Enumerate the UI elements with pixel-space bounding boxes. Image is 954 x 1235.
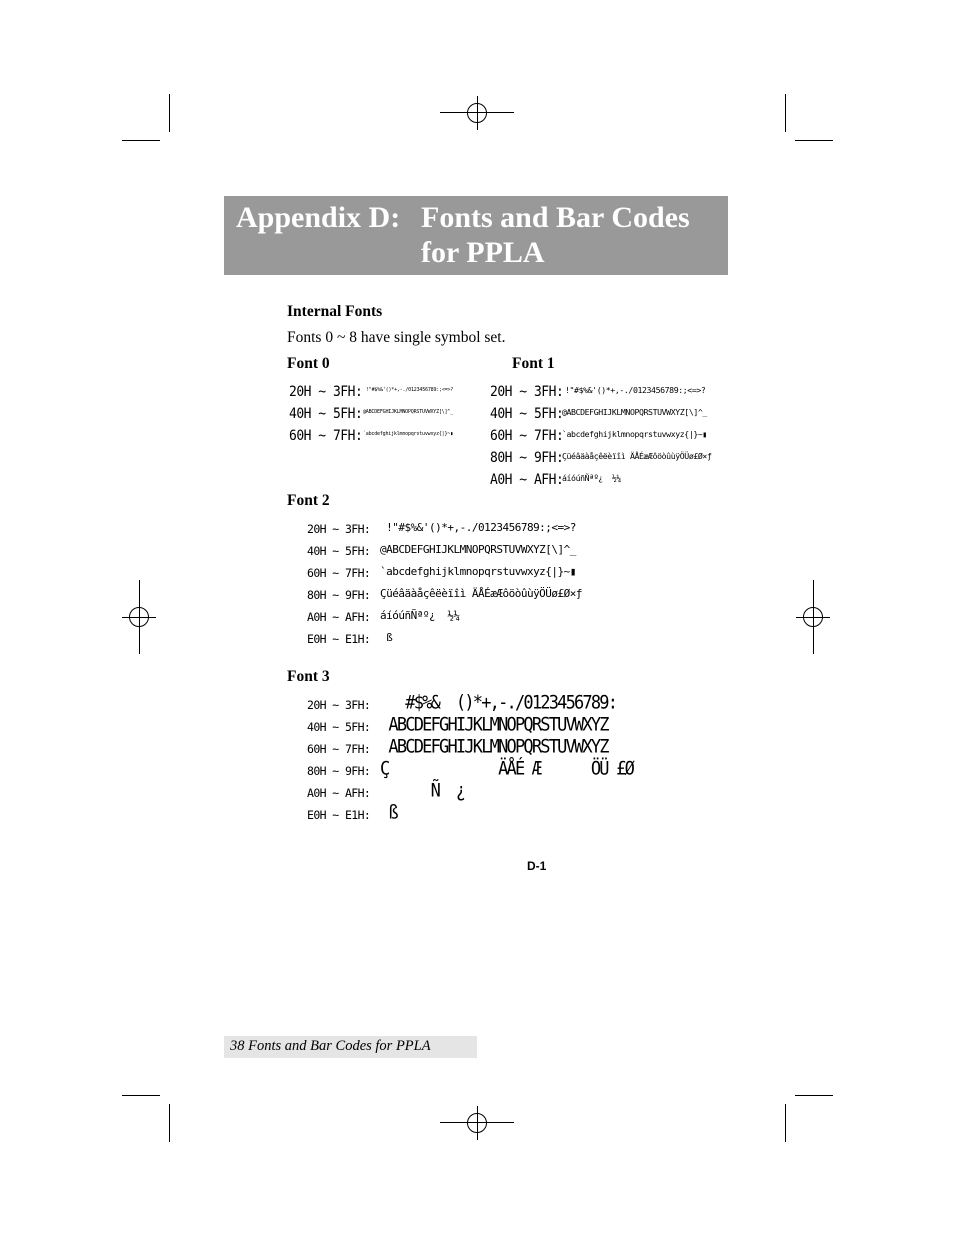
crop-mark xyxy=(795,140,833,141)
font1-range: 40H ~ 5FH: xyxy=(490,406,564,423)
registration-line xyxy=(477,1106,478,1140)
font0-heading: Font 0 xyxy=(287,355,330,372)
font1-range: A0H ~ AFH: xyxy=(490,472,564,489)
font3-sample: ABCDEFGHIJKLMNOPQRSTUVWXYZ xyxy=(380,714,608,736)
appendix-title-line2: for PPLA xyxy=(421,236,545,269)
font2-range: 60H ~ 7FH: xyxy=(307,566,371,580)
font2-sample: áíóúñÑªº¿ ½¼ xyxy=(380,609,460,622)
font1-sample: áíóúñÑªº¿ ½¼ xyxy=(562,473,621,483)
font0-range: 20H ~ 3FH: xyxy=(289,384,363,401)
font2-range: A0H ~ AFH: xyxy=(307,610,371,624)
appendix-label: Appendix D: xyxy=(236,201,401,234)
font3-range: 40H ~ 5FH: xyxy=(307,720,371,734)
font1-range: 60H ~ 7FH: xyxy=(490,428,564,445)
registration-line xyxy=(796,617,830,618)
font2-range: 20H ~ 3FH: xyxy=(307,522,371,536)
font0-range: 60H ~ 7FH: xyxy=(289,428,363,445)
font0-sample: !"#$%&'()*+,-./0123456789:;<=>? xyxy=(366,387,454,393)
font2-sample: @ABCDEFGHIJKLMNOPQRSTUVWXYZ[\]^_ xyxy=(380,543,576,556)
font2-range: 80H ~ 9FH: xyxy=(307,588,371,602)
font2-sample: `abcdefghijklmnopqrstuvwxyz{|}~▮ xyxy=(380,565,576,578)
font1-sample: @ABCDEFGHIJKLMNOPQRSTUVWXYZ[\]^_ xyxy=(562,407,707,417)
font2-range: 40H ~ 5FH: xyxy=(307,544,371,558)
page-number: D-1 xyxy=(527,859,547,873)
font2-heading: Font 2 xyxy=(287,492,330,509)
font2-sample: Çüéâäàåçêëèïîì ÄÅÉæÆôöòûùÿÖÜø£Ø×ƒ xyxy=(380,587,583,600)
font1-sample: !"#$%&'()*+,-./0123456789:;<=>? xyxy=(565,385,706,395)
font3-heading: Font 3 xyxy=(287,668,330,685)
font0-sample: `abcdefghijklmnopqrstuvwxyz{|}~▮ xyxy=(363,431,453,437)
footer-text: 38 Fonts and Bar Codes for PPLA xyxy=(230,1038,431,1054)
font3-range: 80H ~ 9FH: xyxy=(307,764,371,778)
font3-range: 60H ~ 7FH: xyxy=(307,742,371,756)
registration-line xyxy=(477,96,478,130)
font3-sample: Ç ÄÅÉ Æ ÖÜ £Ø xyxy=(380,758,634,780)
crop-mark xyxy=(169,1104,170,1142)
font2-sample: !"#$%&'()*+,-./0123456789:;<=>? xyxy=(380,521,576,534)
font2-range: E0H ~ E1H: xyxy=(307,632,371,646)
font3-range: E0H ~ E1H: xyxy=(307,808,371,822)
crop-mark xyxy=(169,94,170,132)
font3-range: 20H ~ 3FH: xyxy=(307,698,371,712)
font1-sample: `abcdefghijklmnopqrstuvwxyz{|}~▮ xyxy=(562,429,707,439)
footer-bar xyxy=(224,1036,477,1058)
font0-sample: @ABCDEFGHIJKLMNOPQRSTUVWXYZ[\]^_ xyxy=(363,409,453,415)
font2-sample: ß xyxy=(380,631,393,644)
font1-range: 80H ~ 9FH: xyxy=(490,450,564,467)
font1-heading: Font 1 xyxy=(512,355,555,372)
font3-range: A0H ~ AFH: xyxy=(307,786,371,800)
font3-sample: #$%& ()*+,-./0123456789: xyxy=(380,692,617,714)
crop-mark xyxy=(122,1095,160,1096)
registration-line xyxy=(122,617,156,618)
font3-sample: ß xyxy=(380,802,397,824)
crop-mark xyxy=(795,1095,833,1096)
font1-sample: Çüéâäàåçêëèïîì ÄÅÉæÆôöòûùÿÖÜø£Ø×ƒ xyxy=(562,451,712,461)
font0-range: 40H ~ 5FH: xyxy=(289,406,363,423)
font3-sample: ABCDEFGHIJKLMNOPQRSTUVWXYZ xyxy=(380,736,608,758)
font3-sample: Ñ ¿ xyxy=(380,780,465,802)
font1-range: 20H ~ 3FH: xyxy=(490,384,564,401)
appendix-title-line1: Fonts and Bar Codes xyxy=(421,201,690,234)
crop-mark xyxy=(785,1104,786,1142)
section-heading: Internal Fonts xyxy=(287,303,383,320)
section-intro: Fonts 0 ~ 8 have single symbol set. xyxy=(287,329,506,346)
appendix-banner xyxy=(224,196,728,275)
crop-mark xyxy=(122,140,160,141)
crop-mark xyxy=(785,94,786,132)
